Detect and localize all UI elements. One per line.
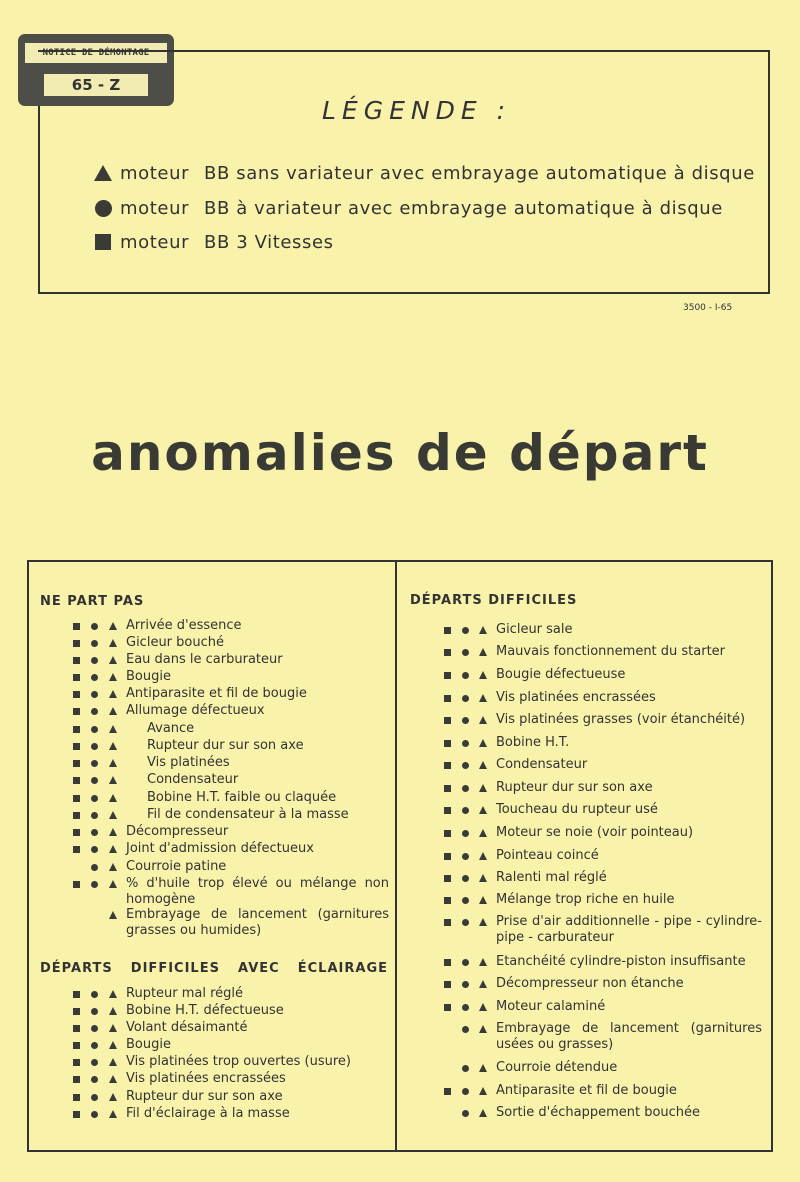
- list-item-text: Embrayage de lancement (garnitures usées ou grasses): [496, 1021, 762, 1052]
- square-icon: [88, 234, 118, 250]
- circle-icon: [91, 691, 98, 698]
- circle-icon: [462, 649, 469, 656]
- triangle-icon: [109, 1007, 117, 1015]
- triangle-icon: [109, 1041, 117, 1049]
- legend-row-square: [88, 229, 334, 255]
- badge-notice-label: NOTICE DE DÉMONTAGE: [25, 43, 167, 63]
- list-item-text: Gicleur sale: [496, 622, 573, 637]
- circle-icon: [462, 717, 469, 724]
- square-icon: [73, 691, 80, 698]
- circle-icon: [91, 795, 98, 802]
- square-icon: [73, 623, 80, 630]
- square-icon: [73, 657, 80, 664]
- triangle-icon: [109, 707, 117, 715]
- heading-departs-difficiles: DÉPARTS DIFFICILES: [410, 593, 578, 608]
- square-icon: [444, 672, 451, 679]
- circle-icon: [462, 740, 469, 747]
- list-item-text: Rupteur dur sur son axe: [147, 738, 304, 753]
- legend-text: BB sans variateur avec embrayage automatique à disque: [204, 162, 755, 184]
- badge-model-label: 65 - Z: [44, 74, 148, 96]
- legend-word: moteur: [120, 197, 190, 219]
- circle-icon: [462, 853, 469, 860]
- triangle-icon: [109, 863, 117, 871]
- circle-icon: [462, 1065, 469, 1072]
- square-icon: [73, 1059, 80, 1066]
- list-item-text: Condensateur: [496, 757, 588, 772]
- circle-icon: [462, 875, 469, 882]
- list-item-text: Pointeau coincé: [496, 848, 599, 863]
- triangle-icon: [109, 828, 117, 836]
- list-item-text: % d'huile trop élevé ou mélange non homogène: [126, 876, 389, 907]
- list-item-text: Avance: [147, 721, 195, 736]
- triangle-icon: [479, 896, 487, 904]
- list-item-text: Décompresseur non étanche: [496, 976, 684, 991]
- legend-word: moteur: [120, 231, 190, 253]
- circle-icon: [91, 812, 98, 819]
- square-icon: [444, 830, 451, 837]
- list-item-text: Rupteur dur sur son axe: [496, 780, 653, 795]
- square-icon: [73, 777, 80, 784]
- triangle-icon: [479, 739, 487, 747]
- list-item-text: Etanchéité cylindre-piston insuffisante: [496, 954, 746, 969]
- square-icon: [444, 919, 451, 926]
- circle-icon: [91, 708, 98, 715]
- triangle-icon: [479, 671, 487, 679]
- triangle-icon: [479, 806, 487, 814]
- legend-text: BB à variateur avec embrayage automatique à disque: [204, 197, 723, 219]
- list-item-text: Arrivée d'essence: [126, 618, 242, 633]
- triangle-icon: [109, 639, 117, 647]
- square-icon: [444, 740, 451, 747]
- triangle-icon: [479, 694, 487, 702]
- triangle-icon: [109, 759, 117, 767]
- list-item-text: Sortie d'échappement bouchée: [496, 1105, 701, 1120]
- list-item-text: Ralenti mal réglé: [496, 870, 607, 885]
- triangle-icon: [479, 1025, 487, 1033]
- list-item-text: Fil de condensateur à la masse: [147, 807, 349, 822]
- triangle-icon: [109, 1075, 117, 1083]
- square-icon: [73, 1111, 80, 1118]
- square-icon: [73, 1042, 80, 1049]
- circle-icon: [462, 919, 469, 926]
- legend-title: LÉGENDE :: [322, 96, 512, 125]
- triangle-icon: [479, 784, 487, 792]
- square-icon: [444, 785, 451, 792]
- circle-icon: [462, 695, 469, 702]
- circle-icon: [91, 1059, 98, 1066]
- square-icon: [73, 1008, 80, 1015]
- triangle-icon: [109, 811, 117, 819]
- legend-box-left-edge: [38, 106, 40, 294]
- list-item-text: Vis platinées encrassées: [496, 690, 656, 705]
- list-item-text: Bobine H.T. défectueuse: [126, 1003, 284, 1018]
- circle-icon: [462, 785, 469, 792]
- square-icon: [73, 674, 80, 681]
- square-icon: [73, 881, 80, 888]
- circle-icon: [462, 807, 469, 814]
- triangle-icon: [479, 980, 487, 988]
- triangle-icon: [109, 742, 117, 750]
- circle-icon: [462, 959, 469, 966]
- square-icon: [444, 959, 451, 966]
- circle-icon: [462, 897, 469, 904]
- circle-icon: [91, 726, 98, 733]
- square-icon: [73, 1076, 80, 1083]
- square-icon: [73, 991, 80, 998]
- circle-icon: [462, 1110, 469, 1117]
- list-item-text: Bobine H.T.: [496, 735, 570, 750]
- square-icon: [444, 897, 451, 904]
- page-title: anomalies de départ: [91, 424, 709, 482]
- triangle-icon: [479, 918, 487, 926]
- square-icon: [73, 726, 80, 733]
- square-icon: [444, 717, 451, 724]
- circle-icon: [91, 1094, 98, 1101]
- triangle-icon: [109, 690, 117, 698]
- list-item-text: Bougie: [126, 669, 171, 684]
- list-item-text: Allumage défectueux: [126, 703, 265, 718]
- circle-icon: [462, 762, 469, 769]
- triangle-icon: [109, 1058, 117, 1066]
- legend-text: BB 3 Vitesses: [204, 231, 334, 253]
- square-icon: [444, 875, 451, 882]
- square-icon: [444, 762, 451, 769]
- list-item-text: Eau dans le carburateur: [126, 652, 283, 667]
- triangle-icon: [109, 880, 117, 888]
- square-icon: [444, 853, 451, 860]
- circle-icon: [91, 1076, 98, 1083]
- circle-icon: [462, 1088, 469, 1095]
- list-item-text: Condensateur: [147, 772, 239, 787]
- legend-word: moteur: [120, 162, 190, 184]
- triangle-icon: [479, 958, 487, 966]
- circle-icon: [91, 640, 98, 647]
- square-icon: [444, 981, 451, 988]
- triangle-icon: [479, 716, 487, 724]
- square-icon: [73, 829, 80, 836]
- square-icon: [73, 708, 80, 715]
- circle-icon: [91, 760, 98, 767]
- square-icon: [73, 743, 80, 750]
- circle-icon: [91, 1111, 98, 1118]
- circle-icon: [91, 864, 98, 871]
- list-item-text: Bougie défectueuse: [496, 667, 626, 682]
- list-item-text: Antiparasite et fil de bougie: [496, 1083, 677, 1098]
- circle-icon: [91, 1042, 98, 1049]
- triangle-icon: [479, 761, 487, 769]
- triangle-icon: [109, 1093, 117, 1101]
- list-item-text: Moteur se noie (voir pointeau): [496, 825, 694, 840]
- circle-icon: [462, 1026, 469, 1033]
- square-icon: [73, 846, 80, 853]
- circle-icon: [91, 1008, 98, 1015]
- triangle-icon: [109, 656, 117, 664]
- list-item-text: Mélange trop riche en huile: [496, 892, 675, 907]
- list-item-text: Courroie patine: [126, 859, 227, 874]
- square-icon: [73, 1025, 80, 1032]
- circle-icon: [91, 657, 98, 664]
- triangle-icon: [479, 1064, 487, 1072]
- list-item-text: Vis platinées encrassées: [126, 1071, 286, 1086]
- circle-icon: [462, 981, 469, 988]
- list-item-text: Volant désaimanté: [126, 1020, 248, 1035]
- heading-departs-difficiles-eclairage: DÉPARTS DIFFICILES AVEC ÉCLAIRAGE: [40, 961, 388, 976]
- circle-icon: [462, 830, 469, 837]
- list-item-text: Rupteur mal réglé: [126, 986, 244, 1001]
- triangle-icon: [109, 776, 117, 784]
- square-icon: [73, 812, 80, 819]
- list-item-text: Vis platinées: [147, 755, 230, 770]
- square-icon: [73, 760, 80, 767]
- triangle-icon: [109, 1110, 117, 1118]
- list-item-text: Gicleur bouché: [126, 635, 224, 650]
- triangle-icon: [109, 725, 117, 733]
- list-item-text: Bobine H.T. faible ou claquée: [147, 790, 337, 805]
- triangle-icon: [479, 874, 487, 882]
- circle-icon: [91, 743, 98, 750]
- triangle-icon: [479, 1003, 487, 1011]
- triangle-icon: [109, 673, 117, 681]
- triangle-icon: [109, 794, 117, 802]
- triangle-icon: [109, 845, 117, 853]
- list-item-text: Décompresseur: [126, 824, 229, 839]
- list-item-text: Vis platinées grasses (voir étanchéité): [496, 712, 746, 727]
- circle-icon: [91, 777, 98, 784]
- triangle-icon: [88, 165, 118, 181]
- square-icon: [73, 1094, 80, 1101]
- circle-icon: [91, 991, 98, 998]
- list-item-text: Bougie: [126, 1037, 171, 1052]
- square-icon: [73, 640, 80, 647]
- circle-icon: [88, 200, 118, 217]
- square-icon: [444, 649, 451, 656]
- legend-row-circle: [88, 195, 723, 221]
- circle-icon: [91, 623, 98, 630]
- circle-icon: [91, 1025, 98, 1032]
- list-item-text: Courroie détendue: [496, 1060, 618, 1075]
- circle-icon: [91, 881, 98, 888]
- triangle-icon: [479, 1109, 487, 1117]
- circle-icon: [91, 829, 98, 836]
- heading-ne-part-pas: NE PART PAS: [40, 594, 145, 609]
- list-item-text: Joint d'admission défectueux: [126, 841, 314, 856]
- triangle-icon: [479, 1087, 487, 1095]
- triangle-icon: [479, 648, 487, 656]
- triangle-icon: [109, 622, 117, 630]
- legend-row-triangle: [88, 160, 755, 186]
- list-item-text: Fil d'éclairage à la masse: [126, 1106, 290, 1121]
- reference-number: 3500 - I-65: [683, 303, 733, 313]
- list-item-text: Antiparasite et fil de bougie: [126, 686, 307, 701]
- square-icon: [444, 1088, 451, 1095]
- square-icon: [444, 1004, 451, 1011]
- list-item-text: Toucheau du rupteur usé: [496, 802, 658, 817]
- column-divider: [395, 560, 397, 1152]
- circle-icon: [462, 627, 469, 634]
- list-item-text: Moteur calaminé: [496, 999, 606, 1014]
- list-item-text: Prise d'air additionnelle - pipe - cylindre-pipe - carburateur: [496, 914, 762, 945]
- triangle-icon: [479, 852, 487, 860]
- circle-icon: [91, 674, 98, 681]
- circle-icon: [91, 846, 98, 853]
- triangle-icon: [479, 626, 487, 634]
- triangle-icon: [109, 1024, 117, 1032]
- square-icon: [444, 807, 451, 814]
- square-icon: [444, 695, 451, 702]
- triangle-icon: [109, 911, 117, 919]
- square-icon: [444, 627, 451, 634]
- list-item-text: Vis platinées trop ouvertes (usure): [126, 1054, 351, 1069]
- square-icon: [73, 795, 80, 802]
- circle-icon: [462, 672, 469, 679]
- list-item-text: Rupteur dur sur son axe: [126, 1089, 283, 1104]
- list-item-text: Mauvais fonctionnement du starter: [496, 644, 726, 659]
- list-item-text: Embrayage de lancement (garnitures grasses ou humides): [126, 907, 389, 938]
- triangle-icon: [479, 829, 487, 837]
- triangle-icon: [109, 990, 117, 998]
- circle-icon: [462, 1004, 469, 1011]
